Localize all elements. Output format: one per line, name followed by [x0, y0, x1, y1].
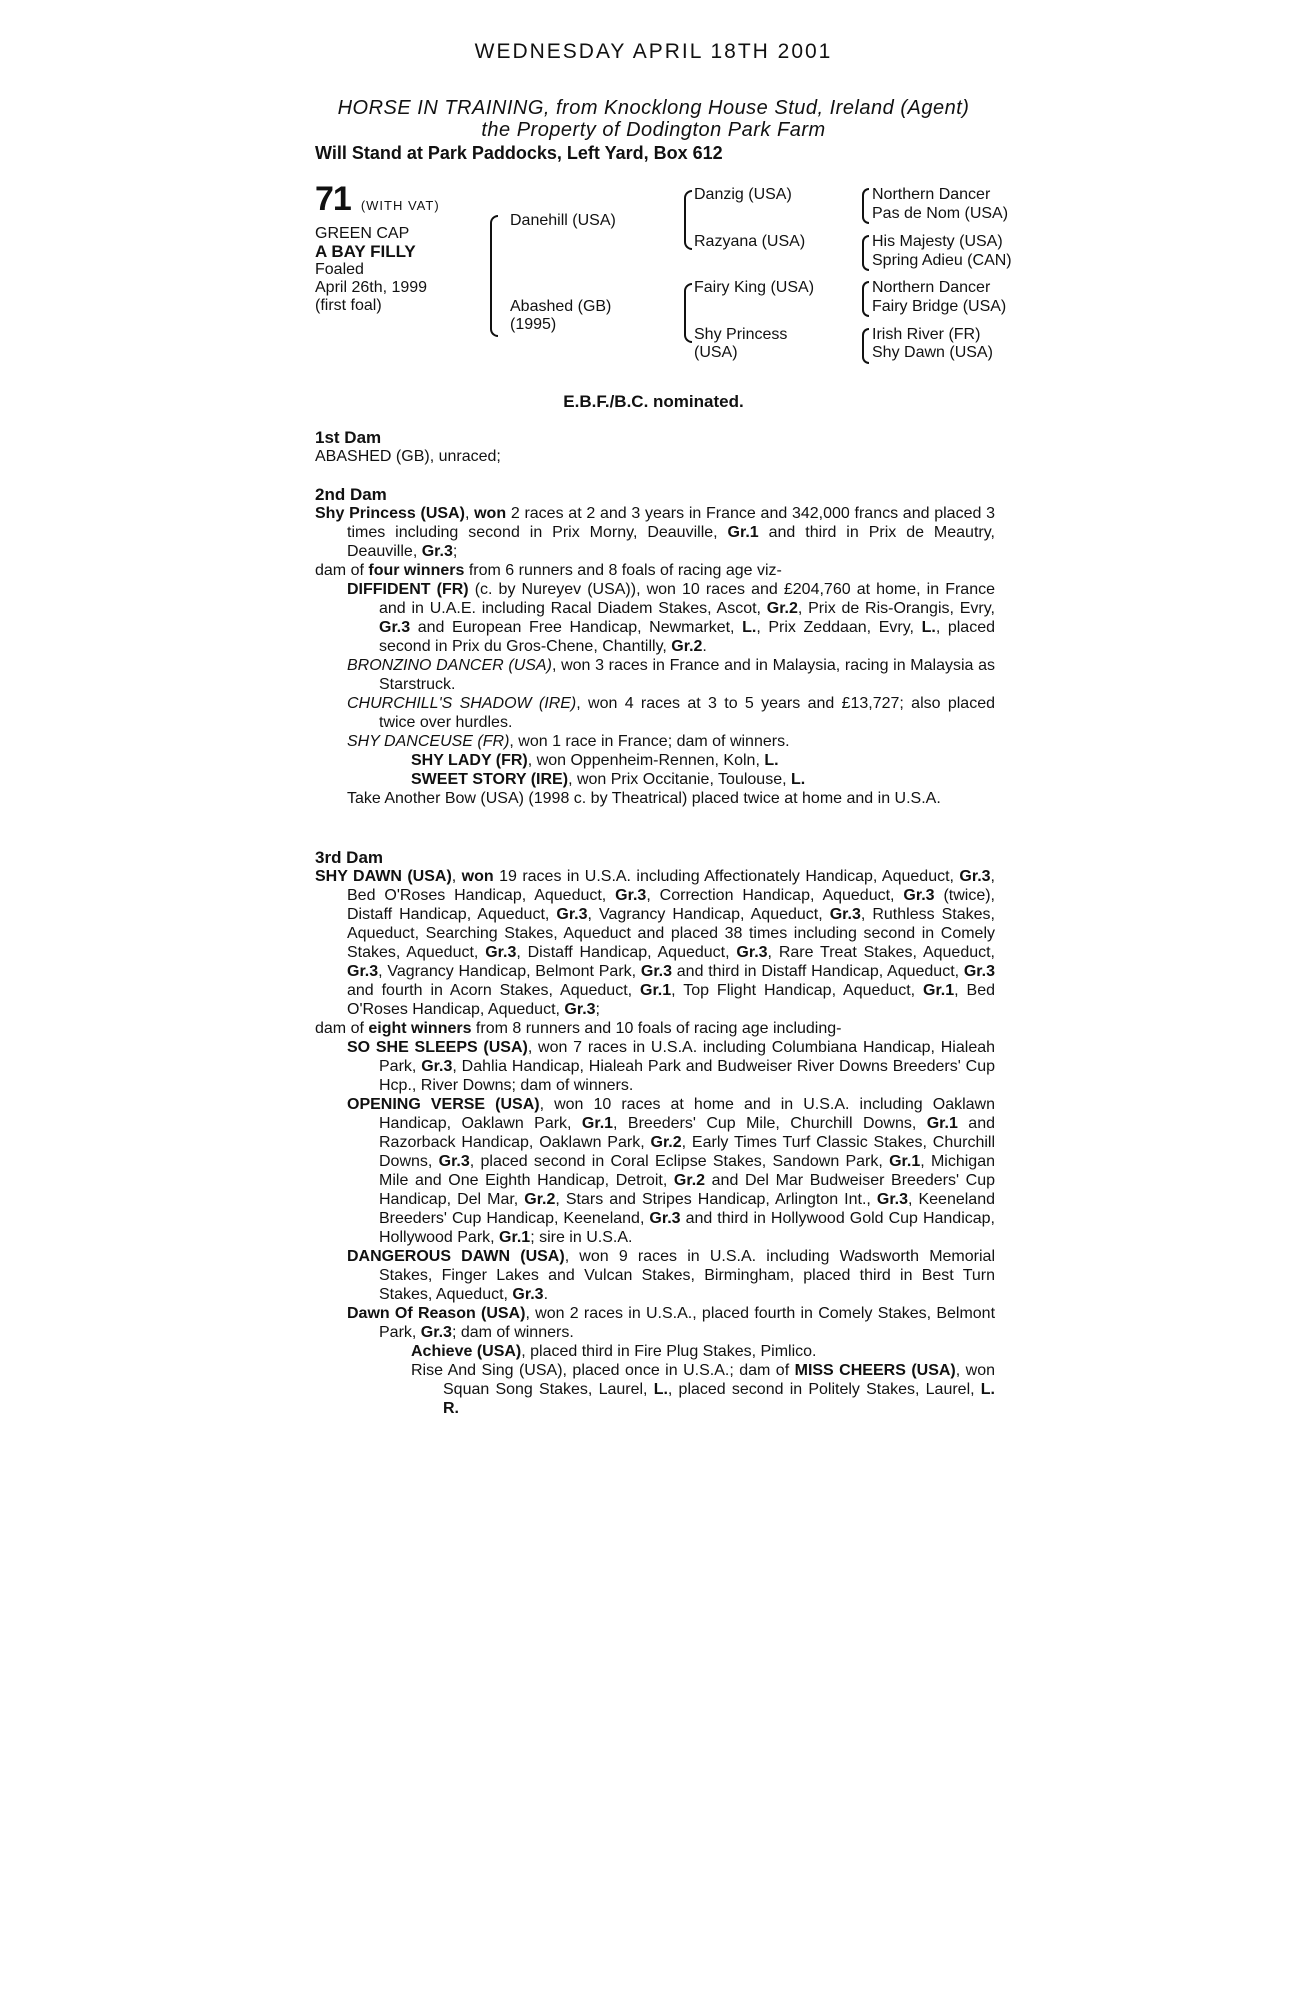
title-line-2: the Property of Dodington Park Farm	[481, 119, 826, 141]
pedigree-dam-dam-line1: Shy Princess	[694, 326, 788, 343]
third-dam-section	[315, 848, 995, 1418]
pedigree-sd-sire: His Majesty (USA)	[872, 233, 1003, 250]
second-dam-heading: 2nd Dam	[315, 485, 387, 504]
produce-item: SHY DANCEUSE (FR), won 1 race in France; dam of winners.	[347, 733, 790, 750]
produce-sub-item: SWEET STORY (IRE), won Prix Occitanie, Toulouse, L.	[411, 771, 806, 788]
pedigree-sire-sire: Danzig (USA)	[694, 186, 792, 203]
lot-foaled-label: Foaled	[315, 261, 364, 278]
pedigree-ds-sire: Northern Dancer	[872, 279, 991, 296]
produce-item: DANGEROUS DAWN (USA), won 9 races in U.S.A. including Wadsworth Memorial Stakes, Finger Lakes and Vulcan Stakes, Birmingham, placed third in Best Turn Stakes, Aqueduct, Gr.3.	[347, 1248, 995, 1303]
lot-cap: GREEN CAP	[315, 225, 410, 242]
pedigree-brace-dam	[684, 283, 692, 343]
pedigree-brace-main	[490, 215, 498, 337]
first-dam-section	[315, 428, 995, 466]
produce-sub-item: SHY LADY (FR), won Oppenheim-Rennen, Koln, L.	[411, 752, 779, 769]
lot-info	[315, 180, 465, 315]
lot-vat: (WITH VAT)	[360, 198, 440, 213]
second-dam-section	[315, 485, 995, 808]
pedigree-brace-sire	[684, 190, 692, 250]
lot-foaled-date: April 26th, 1999	[315, 279, 428, 296]
title-line-1: HORSE IN TRAINING, from Knocklong House Stud, Ireland (Agent)	[337, 97, 970, 119]
lot-title-block	[0, 97, 1307, 141]
produce-item: Take Another Bow (USA) (1998 c. by Theatrical) placed twice at home and in U.S.A.	[347, 790, 941, 807]
first-dam-text: ABASHED (GB), unraced;	[315, 448, 501, 465]
pedigree-sd-dam: Spring Adieu (CAN)	[872, 252, 1012, 269]
third-dam-heading: 3rd Dam	[315, 848, 384, 867]
produce-item: CHURCHILL'S SHADOW (IRE), won 4 races at 3 to 5 years and £13,727; also placed twice over hurdles.	[347, 695, 996, 731]
produce-item: DIFFIDENT (FR) (c. by Nureyev (USA)), won 10 races and £204,760 at home, in France and in U.A.E. including Racal Diadem Stakes, Ascot, Gr.2, Prix de Ris-Orangis, Evry, Gr.3 and European Free Handicap, Newmarket, L., Prix Zeddaan, Evry, L., placed second in Prix du Gros-Chene, Chantilly, Gr.2.	[347, 581, 996, 655]
first-dam-heading: 1st Dam	[315, 428, 382, 447]
lot-description: A BAY FILLY	[315, 242, 416, 261]
produce-item: OPENING VERSE (USA), won 10 races at home and in U.S.A. including Oaklawn Handicap, Oaklawn Park, Gr.1, Breeders' Cup Mile, Churchill Downs, Gr.1 and Razorback Handicap, Oaklawn Park, Gr.2, Early Times Turf Classic Stakes, Churchill Downs, Gr.3, placed second in Coral Eclipse Stakes, Sandown Park, Gr.1, Michigan Mile and One Eighth Handicap, Detroit, Gr.2 and Del Mar Budweiser Breeders' Cup Handicap, Del Mar, Gr.2, Stars and Stripes Handicap, Arlington Int., Gr.3, Keeneland Breeders' Cup Handicap, Keeneland, Gr.3 and third in Hollywood Gold Cup Handicap, Hollywood Park, Gr.1; sire in U.S.A.	[347, 1096, 996, 1246]
pedigree-brace-ds	[862, 281, 869, 317]
pedigree-brace-ss	[862, 188, 869, 224]
stand-location: Will Stand at Park Paddocks, Left Yard, Box 612	[315, 143, 723, 163]
lot-note: (first foal)	[315, 297, 382, 314]
pedigree-dd-sire: Irish River (FR)	[872, 326, 981, 343]
third-dam-produce-summary: dam of eight winners from 8 runners and 10 foals of racing age including-	[315, 1020, 842, 1037]
pedigree-brace-dd	[862, 328, 869, 364]
sale-date-header: WEDNESDAY APRIL 18TH 2001	[474, 40, 833, 63]
pedigree-dam-dam-line2: (USA)	[694, 344, 738, 361]
pedigree-ds-dam: Fairy Bridge (USA)	[872, 298, 1007, 315]
pedigree-dam-sire: Fairy King (USA)	[694, 279, 815, 296]
produce-item: BRONZINO DANCER (USA), won 3 races in France and in Malaysia, racing in Malaysia as Starstruck.	[347, 657, 996, 693]
second-dam-record: Shy Princess (USA), won 2 races at 2 and 3 years in France and 342,000 francs and placed 3 times including second in Prix Morny, Deauville, Gr.1 and third in Prix de Meautry, Deauville, Gr.3;	[315, 505, 995, 560]
pedigree-dam-year: (1995)	[510, 316, 557, 333]
pedigree-dam: Abashed (GB)	[510, 298, 612, 315]
produce-sub-item: Achieve (USA), placed third in Fire Plug Stakes, Pimlico.	[411, 1343, 817, 1360]
produce-item: SO SHE SLEEPS (USA), won 7 races in U.S.A. including Columbiana Handicap, Hialeah Park, Gr.3, Dahlia Handicap, Hialeah Park and Budweiser River Downs Breeders' Cup Hcp., River Downs; dam of winners.	[347, 1039, 996, 1094]
third-dam-record: SHY DAWN (USA), won 19 races in U.S.A. including Affectionately Handicap, Aqueduct, Gr.3, Bed O'Roses Handicap, Aqueduct, Gr.3, Correction Handicap, Aqueduct, Gr.3 (twice), Distaff Handicap, Aqueduct, Gr.3, Vagrancy Handicap, Aqueduct, Gr.3, Ruthless Stakes, Aqueduct, Searching Stakes, Aqueduct and placed 38 times including second in Comely Stakes, Aqueduct, Gr.3, Distaff Handicap, Aqueduct, Gr.3, Rare Treat Stakes, Aqueduct, Gr.3, Vagrancy Handicap, Belmont Park, Gr.3 and third in Distaff Handicap, Aqueduct, Gr.3 and fourth in Acorn Stakes, Aqueduct, Gr.1, Top Flight Handicap, Aqueduct, Gr.1, Bed O'Roses Handicap, Aqueduct, Gr.3;	[315, 868, 996, 1018]
pedigree-sire: Danehill (USA)	[510, 212, 616, 229]
pedigree-dd-dam: Shy Dawn (USA)	[872, 344, 993, 361]
pedigree-brace-sd	[862, 235, 869, 271]
nomination-note: E.B.F./B.C. nominated.	[563, 392, 744, 411]
pedigree-ss-dam: Pas de Nom (USA)	[872, 205, 1009, 222]
pedigree-ss-sire: Northern Dancer	[872, 186, 991, 203]
produce-sub-item: Rise And Sing (USA), placed once in U.S.A.; dam of MISS CHEERS (USA), won Squan Song Stakes, Laurel, L., placed second in Politely Stakes, Laurel, L. R.	[411, 1362, 996, 1417]
pedigree-sire-dam: Razyana (USA)	[694, 233, 806, 250]
produce-item: Dawn Of Reason (USA), won 2 races in U.S.A., placed fourth in Comely Stakes, Belmont Park, Gr.3; dam of winners.	[347, 1305, 996, 1341]
lot-number: 71	[315, 180, 351, 218]
second-dam-produce-summary: dam of four winners from 6 runners and 8 foals of racing age viz-	[315, 562, 782, 579]
